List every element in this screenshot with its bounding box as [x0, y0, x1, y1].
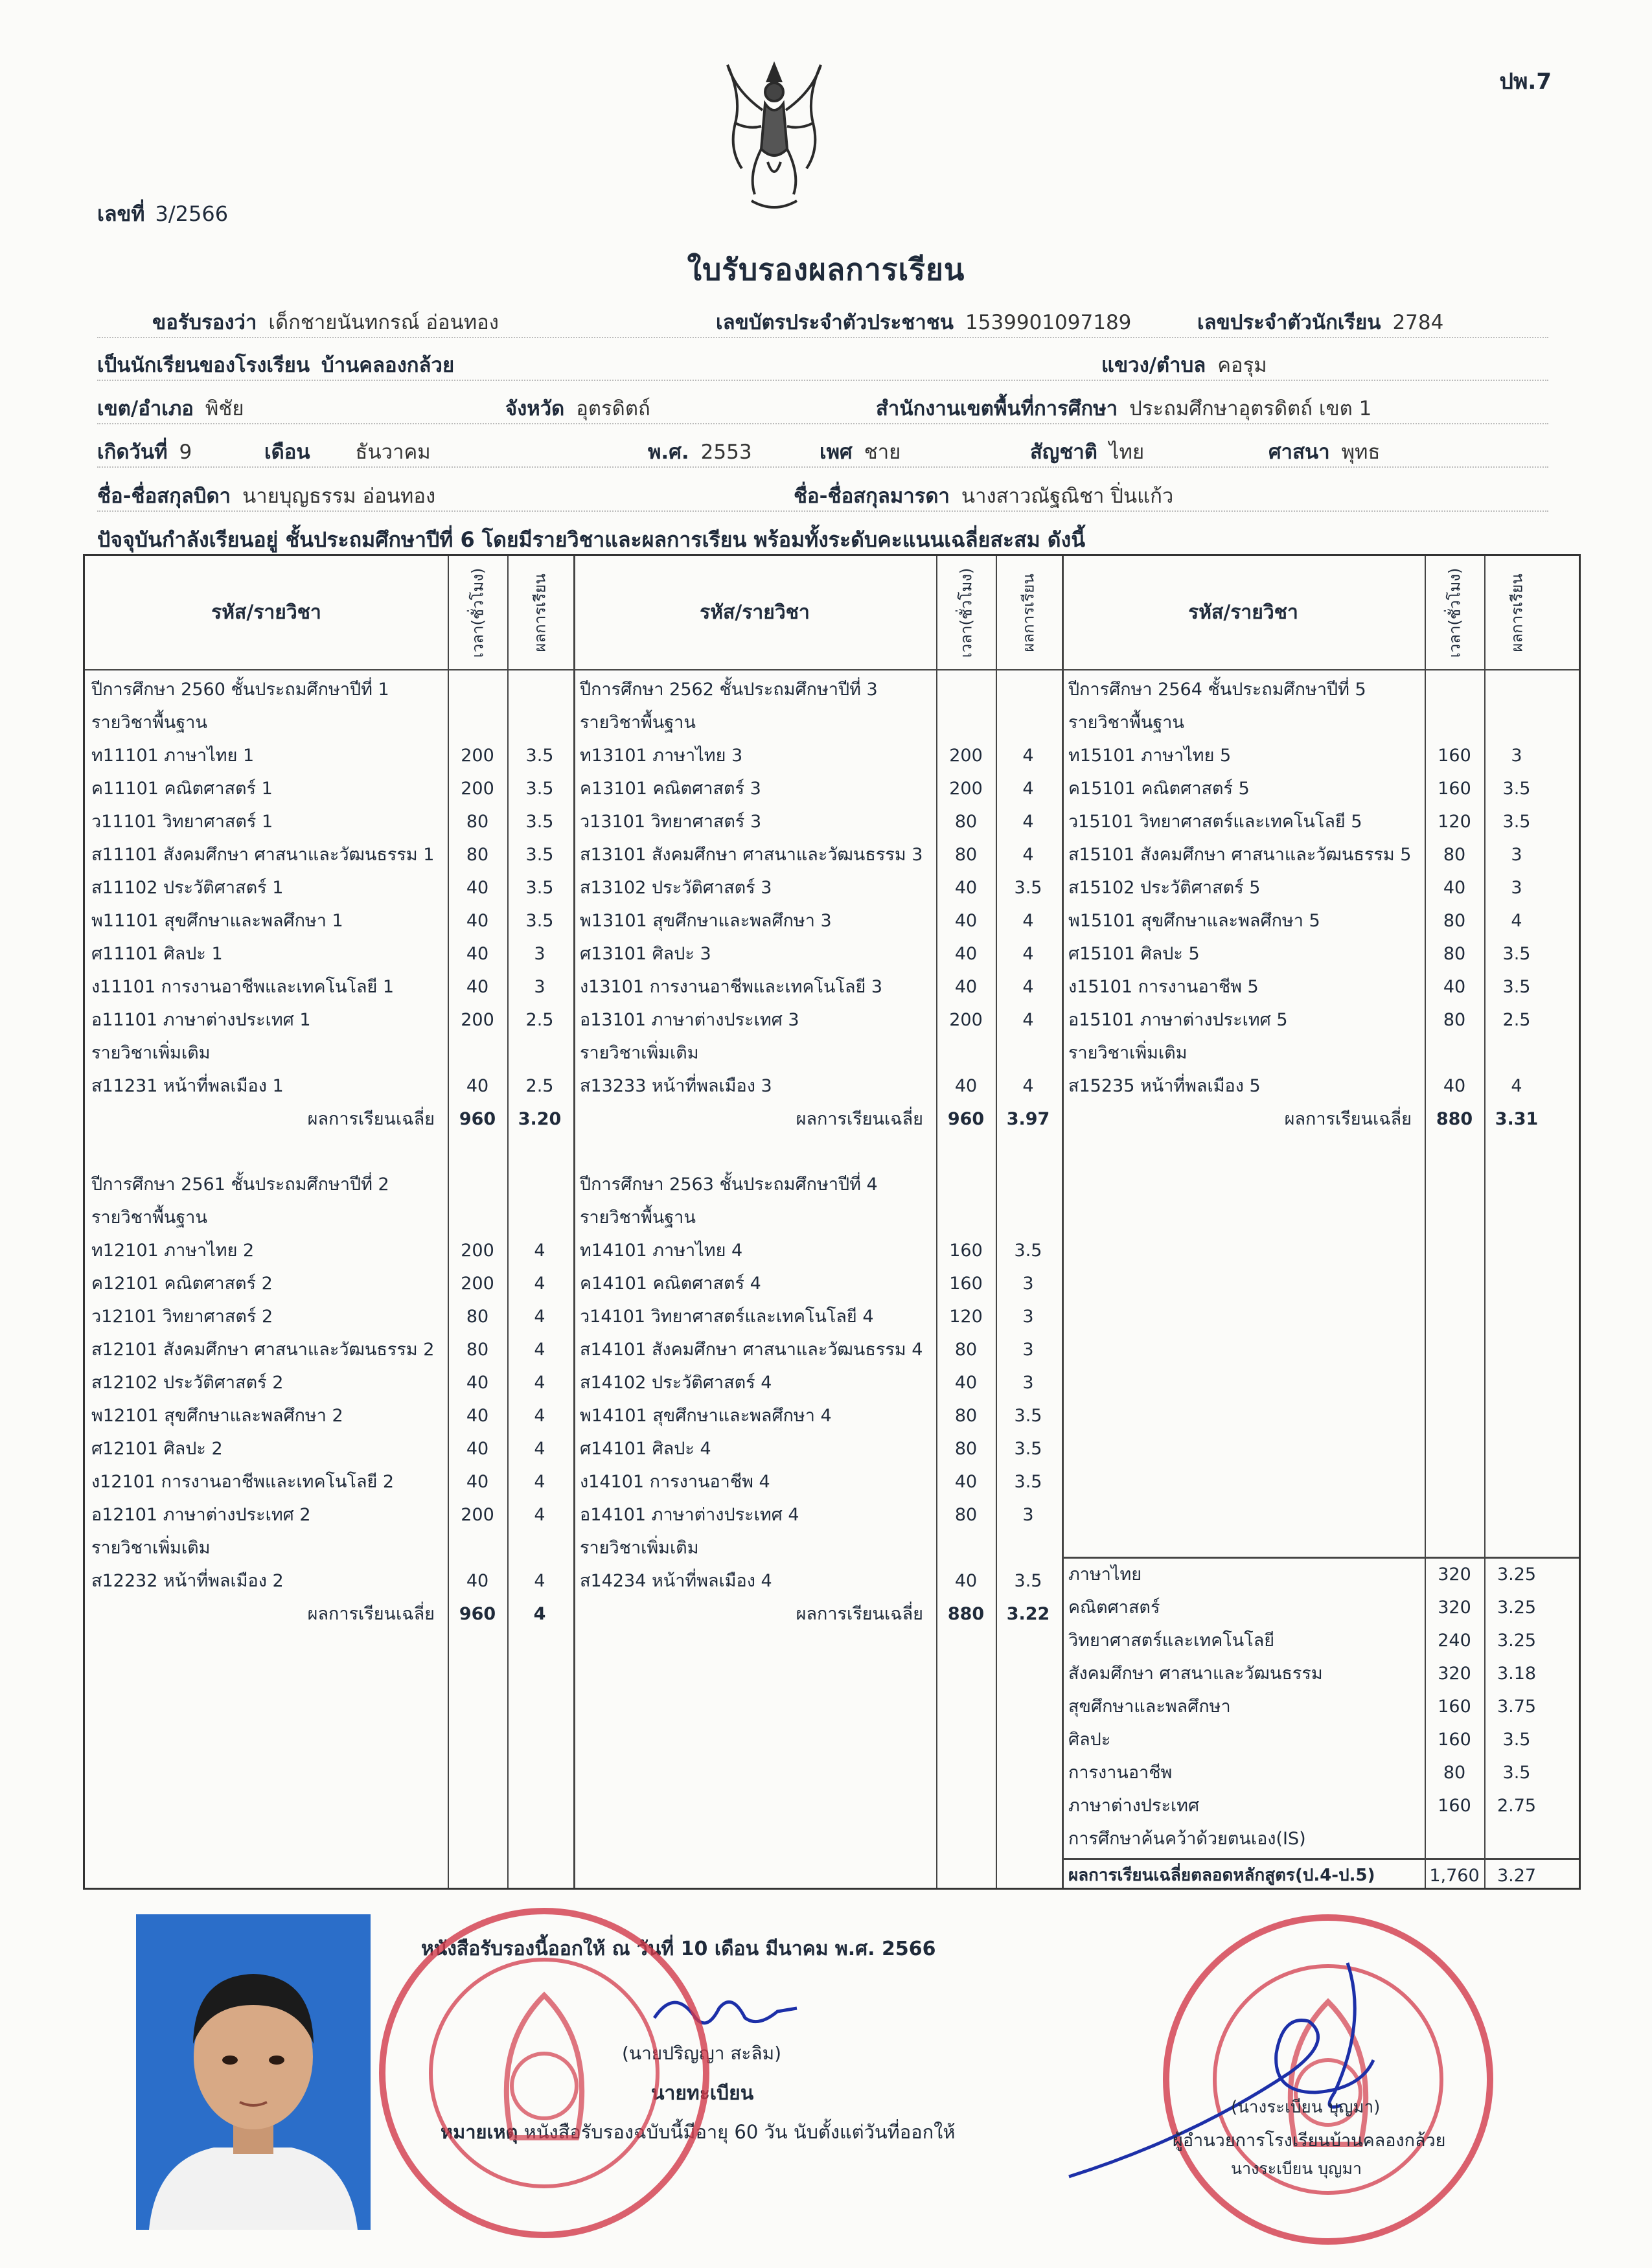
section-label: รายวิชาเพิ่มเติม — [1068, 1043, 1187, 1063]
divider — [97, 337, 1548, 338]
summary-grade: 3.18 — [1497, 1664, 1537, 1684]
religion: พุทธ — [1341, 441, 1381, 464]
subject-grade: 3.5 — [1014, 1571, 1042, 1591]
subject-hours: 40 — [954, 944, 978, 964]
doc-no-value: 3/2566 — [155, 201, 229, 226]
subject-hours: 40 — [466, 1076, 489, 1096]
subject-hours: 40 — [954, 1373, 978, 1393]
subject-hours: 40 — [466, 1571, 489, 1591]
subject-grade: 4 — [1022, 845, 1034, 865]
hours-header-text: เวลา(ชั่วโมง) — [1445, 567, 1464, 658]
subject-name: พ11101 สุขศึกษาและพลศึกษา 1 — [91, 911, 343, 931]
column-separator — [573, 556, 575, 1888]
subject-hours: 40 — [1443, 977, 1466, 997]
year-title: ปีการศึกษา 2564 ชั้นประถมศึกษาปีที่ 5 — [1068, 680, 1366, 700]
mother-label: ชื่อ-ชื่อสกุลมารดา — [794, 485, 950, 508]
subject-grade: 3.5 — [1014, 878, 1042, 898]
subject-grade: 4 — [534, 1472, 545, 1492]
subject-hours: 200 — [949, 779, 983, 799]
section-label: รายวิชาพื้นฐาน — [580, 713, 696, 733]
subject-name: ง13101 การงานอาชีพและเทคโนโลยี 3 — [580, 977, 883, 997]
subject-name: ค12101 คณิตศาสตร์ 2 — [91, 1274, 273, 1294]
subject-name: ส13233 หน้าที่พลเมือง 3 — [580, 1076, 772, 1096]
subject-grade: 4 — [534, 1241, 545, 1261]
subject-hours: 40 — [954, 878, 978, 898]
subject-grade: 4 — [1511, 1076, 1522, 1096]
summary-subject: การงานอาชีพ — [1068, 1763, 1173, 1783]
subject-grade: 4 — [1022, 812, 1034, 832]
subject-name: ท11101 ภาษาไทย 1 — [91, 746, 255, 766]
area-row — [876, 392, 1371, 424]
grade-table — [83, 554, 1581, 1890]
subject-hours: 80 — [466, 845, 489, 865]
subject-grade: 2.5 — [525, 1010, 554, 1030]
page-title: ใบรับรองผลการเรียน — [687, 252, 965, 287]
average-label: ผลการเรียนเฉลี่ย — [796, 1109, 923, 1129]
subject-grade: 3 — [1022, 1505, 1034, 1525]
student-no: 2784 — [1392, 311, 1444, 334]
sex-label: เพศ — [820, 441, 853, 464]
average-hours: 960 — [459, 1109, 496, 1129]
subject-name: ส15101 สังคมศึกษา ศาสนาและวัฒนธรรม 5 — [1068, 845, 1412, 865]
summary-subject: การศึกษาค้นคว้าด้วยตนเอง(IS) — [1068, 1829, 1306, 1849]
summary-hours: 320 — [1438, 1664, 1471, 1684]
subject-grade: 3 — [1022, 1373, 1034, 1393]
intro-statement: ปัจจุบันกำลังเรียนอยู่ ชั้นประถมศึกษาปีที่ 6 โดยมีรายวิชาและผลการเรียน พร้อมทั้งระดับคะแนนเฉลี่ยสะสม ดังนี้ — [97, 527, 1086, 552]
birth-year-label: พ.ศ. — [648, 441, 689, 464]
divider — [97, 423, 1548, 424]
subject-name: อ15101 ภาษาต่างประเทศ 5 — [1068, 1010, 1288, 1030]
subject-hours: 160 — [949, 1274, 983, 1294]
average-hours: 960 — [947, 1109, 985, 1129]
hours-header — [953, 562, 979, 663]
subject-grade: 3.5 — [1014, 1406, 1042, 1426]
average-grade: 3.20 — [518, 1109, 562, 1129]
province-row — [505, 392, 650, 424]
subject-grade: 4 — [534, 1505, 545, 1525]
section-label: รายวิชาพื้นฐาน — [1068, 713, 1184, 733]
birth-month-label: เดือน — [264, 441, 310, 464]
registrar-position: นายทะเบียน — [651, 2082, 754, 2105]
student-name: เด็กชายนันทกรณ์ อ่อนทอง — [268, 311, 499, 334]
area: ประถมศึกษาอุตรดิตถ์ เขต 1 — [1129, 397, 1372, 420]
subject-grade: 4 — [1511, 911, 1522, 931]
subject-name: พ15101 สุขศึกษาและพลศึกษา 5 — [1068, 911, 1320, 931]
subject-grade: 4 — [534, 1373, 545, 1393]
birth-year-row — [648, 435, 752, 468]
subject-name: ส12101 สังคมศึกษา ศาสนาและวัฒนธรรม 2 — [91, 1340, 435, 1360]
subject-grade: 3.5 — [1502, 977, 1531, 997]
subject-hours: 40 — [954, 911, 978, 931]
summary-hours — [1425, 1822, 1484, 1855]
summary-grade: 3.25 — [1497, 1598, 1537, 1618]
year-title: ปีการศึกษา 2562 ชั้นประถมศึกษาปีที่ 3 — [580, 680, 878, 700]
subject-name: พ13101 สุขศึกษาและพลศึกษา 3 — [580, 911, 832, 931]
father-label: ชื่อ-ชื่อสกุลบิดา — [97, 485, 231, 508]
subject-grade: 4 — [534, 1274, 545, 1294]
grade-header — [1015, 562, 1041, 663]
subject-hours: 80 — [954, 1505, 978, 1525]
subject-name: ว12101 วิทยาศาสตร์ 2 — [91, 1307, 273, 1327]
form-code: ปพ.7 — [1499, 69, 1552, 95]
subject-grade: 3.5 — [1502, 779, 1531, 799]
district-row — [97, 392, 244, 424]
subject-grade: 2.5 — [1502, 1010, 1531, 1030]
average-hours: 960 — [459, 1604, 496, 1624]
subject-hours: 40 — [466, 944, 489, 964]
subject-hours: 80 — [954, 1439, 978, 1459]
subject-name: ส12232 หน้าที่พลเมือง 2 — [91, 1571, 284, 1591]
subject-name: ส11231 หน้าที่พลเมือง 1 — [91, 1076, 284, 1096]
subject-hours: 40 — [466, 1472, 489, 1492]
subject-grade: 4 — [1022, 746, 1034, 766]
subject-hours: 40 — [954, 1571, 978, 1591]
subject-grade: 3.5 — [1502, 944, 1531, 964]
subject-name: ศ12101 ศิลปะ 2 — [91, 1439, 223, 1459]
father-row — [97, 479, 435, 512]
subject-name: ส12102 ประวัติศาสตร์ 2 — [91, 1373, 284, 1393]
average-label: ผลการเรียนเฉลี่ย — [1284, 1109, 1412, 1129]
summary-subject: ภาษาต่างประเทศ — [1068, 1796, 1200, 1816]
student-photo — [136, 1914, 371, 2230]
summary-grade: 2.75 — [1497, 1796, 1537, 1816]
subject-hours: 80 — [954, 845, 978, 865]
subject-hours: 40 — [1443, 878, 1466, 898]
director-position: ผู้อำนวยการโรงเรียนบ้านคลองกล้วย — [1173, 2131, 1446, 2151]
subdistrict-row — [1101, 349, 1267, 381]
subject-name: ส14101 สังคมศึกษา ศาสนาและวัฒนธรรม 4 — [580, 1340, 923, 1360]
subject-name: ง12101 การงานอาชีพและเทคโนโลยี 2 — [91, 1472, 395, 1492]
subject-grade: 4 — [1022, 779, 1034, 799]
summary-subject: คณิตศาสตร์ — [1068, 1598, 1160, 1618]
subject-hours: 200 — [461, 1241, 494, 1261]
subdistrict: คอรุม — [1217, 354, 1267, 377]
subject-grade: 3 — [1511, 746, 1522, 766]
religion-label: ศาสนา — [1268, 441, 1330, 464]
district: พิชัย — [205, 397, 244, 420]
summary-hours: 160 — [1438, 1796, 1471, 1816]
average-label: ผลการเรียนเฉลี่ย — [307, 1109, 435, 1129]
id-card-number: 1539901097189 — [965, 311, 1132, 334]
subject-hours: 40 — [466, 1373, 489, 1393]
section-label: รายวิชาเพิ่มเติม — [580, 1538, 699, 1558]
subject-name: ง11101 การงานอาชีพและเทคโนโลยี 1 — [91, 977, 395, 997]
birth-month: ธันวาคม — [355, 441, 431, 464]
subject-grade: 3 — [1022, 1340, 1034, 1360]
id-card-label: เลขบัตรประจำตัวประชาชน — [716, 311, 954, 334]
subject-name: ส11102 ประวัติศาสตร์ 1 — [91, 878, 284, 898]
subject-hours: 120 — [949, 1307, 983, 1327]
subject-name: ศ13101 ศิลปะ 3 — [580, 944, 711, 964]
issue-statement: หนังสือรับรองนี้ออกให้ ณ วันที่ 10 เดือน มีนาคม พ.ศ. 2566 — [421, 1938, 936, 1960]
certify-row — [152, 306, 499, 338]
hours-header — [1441, 562, 1467, 663]
subject-grade: 4 — [534, 1307, 545, 1327]
school-row — [97, 349, 466, 381]
summary-hours: 80 — [1443, 1763, 1466, 1783]
hours-header — [465, 562, 490, 663]
subject-name: ส11101 สังคมศึกษา ศาสนาและวัฒนธรรม 1 — [91, 845, 435, 865]
divider — [97, 380, 1548, 381]
grade-header-text: ผลการเรียน — [531, 573, 549, 652]
subject-name: ส15102 ประวัติศาสตร์ 5 — [1068, 878, 1261, 898]
subdistrict-label: แขวง/ตำบล — [1101, 354, 1206, 377]
garuda-emblem — [722, 52, 826, 214]
birth-day-label: เกิดวันที่ — [97, 441, 168, 464]
subject-hours: 80 — [1443, 845, 1466, 865]
subject-hours: 80 — [1443, 911, 1466, 931]
subject-hours: 200 — [461, 1274, 494, 1294]
summary-hours: 160 — [1438, 1730, 1471, 1750]
birth-year: 2553 — [700, 441, 752, 464]
subject-name: ศ14101 ศิลปะ 4 — [580, 1439, 711, 1459]
subject-name: ค11101 คณิตศาสตร์ 1 — [91, 779, 273, 799]
subject-hours: 80 — [466, 812, 489, 832]
summary-subject: ภาษาไทย — [1068, 1564, 1142, 1585]
birth-month-row — [264, 435, 431, 468]
summary-hours: 160 — [1438, 1697, 1471, 1717]
grade-header-text: ผลการเรียน — [1508, 573, 1526, 652]
grade-header — [527, 562, 553, 663]
subject-name: ว11101 วิทยาศาสตร์ 1 — [91, 812, 273, 832]
divider — [97, 510, 1548, 512]
subject-grade: 3.5 — [1014, 1472, 1042, 1492]
subject-grade: 3.5 — [1502, 812, 1531, 832]
average-grade: 4 — [533, 1604, 546, 1624]
summary-grade: 3.25 — [1497, 1564, 1537, 1585]
subject-grade: 3.5 — [525, 911, 554, 931]
subject-name: ท15101 ภาษาไทย 5 — [1068, 746, 1232, 766]
subject-name: ท12101 ภาษาไทย 2 — [91, 1241, 255, 1261]
subject-grade: 3.5 — [1014, 1439, 1042, 1459]
hours-header-text: เวลา(ชั่วโมง) — [468, 567, 487, 658]
subject-grade: 4 — [1022, 1076, 1034, 1096]
average-hours: 880 — [1436, 1109, 1473, 1129]
subject-hours: 200 — [461, 1505, 494, 1525]
subject-name: ค14101 คณิตศาสตร์ 4 — [580, 1274, 761, 1294]
subject-grade: 4 — [534, 1439, 545, 1459]
subject-hours: 80 — [1443, 1010, 1466, 1030]
subject-name: ค15101 คณิตศาสตร์ 5 — [1068, 779, 1250, 799]
document-number — [97, 198, 228, 231]
subject-grade: 4 — [534, 1340, 545, 1360]
sex: ชาย — [864, 441, 901, 464]
summary-subject: สุขศึกษาและพลศึกษา — [1068, 1697, 1231, 1717]
subject-grade: 3 — [1511, 878, 1522, 898]
certify-label: ขอรับรองว่า — [152, 311, 257, 334]
school-seal-stamp-left — [363, 1892, 726, 2254]
subject-grade: 3 — [534, 944, 545, 964]
subject-name: ท13101 ภาษาไทย 3 — [580, 746, 743, 766]
section-label: รายวิชาเพิ่มเติม — [91, 1043, 211, 1063]
subject-name: พ14101 สุขศึกษาและพลศึกษา 4 — [580, 1406, 832, 1426]
student-no-label: เลขประจำตัวนักเรียน — [1197, 311, 1381, 334]
overall-hours: 1,760 — [1429, 1866, 1480, 1886]
subject-name: พ12101 สุขศึกษาและพลศึกษา 2 — [91, 1406, 343, 1426]
nationality-label: สัญชาติ — [1030, 441, 1097, 464]
subject-grade: 4 — [1022, 1010, 1034, 1030]
average-label: ผลการเรียนเฉลี่ย — [796, 1604, 923, 1624]
average-grade: 3.97 — [1006, 1109, 1050, 1129]
section-label: รายวิชาเพิ่มเติม — [91, 1538, 211, 1558]
subject-hours: 40 — [466, 1439, 489, 1459]
subject-grade: 3 — [534, 977, 545, 997]
subject-grade: 3.5 — [525, 812, 554, 832]
subject-grade: 4 — [1022, 977, 1034, 997]
summary-hours: 240 — [1438, 1631, 1471, 1651]
subject-name: อ13101 ภาษาต่างประเทศ 3 — [580, 1010, 799, 1030]
father-name: นายบุญธรรม อ่อนทอง — [242, 485, 436, 508]
nationality-row — [1030, 435, 1144, 468]
subject-name: ส14102 ประวัติศาสตร์ 4 — [580, 1373, 772, 1393]
subject-hours: 40 — [466, 1406, 489, 1426]
sex-row — [820, 435, 901, 468]
subject-hours: 80 — [1443, 944, 1466, 964]
subject-name: อ14101 ภาษาต่างประเทศ 4 — [580, 1505, 799, 1525]
subject-grade: 3.5 — [525, 779, 554, 799]
year-title: ปีการศึกษา 2560 ชั้นประถมศึกษาปีที่ 1 — [91, 680, 389, 700]
subject-hours: 40 — [954, 977, 978, 997]
subject-name: ง15101 การงานอาชีพ 5 — [1068, 977, 1259, 997]
average-grade: 3.22 — [1006, 1604, 1050, 1624]
province-label: จังหวัด — [505, 397, 565, 420]
year-title: ปีการศึกษา 2561 ชั้นประถมศึกษาปีที่ 2 — [91, 1174, 389, 1195]
average-label: ผลการเรียนเฉลี่ย — [307, 1604, 435, 1624]
grade-header-text: ผลการเรียน — [1019, 573, 1038, 652]
section-label: รายวิชาพื้นฐาน — [91, 713, 207, 733]
subject-hours: 80 — [954, 1406, 978, 1426]
area-label: สำนักงานเขตพื้นที่การศึกษา — [876, 397, 1118, 420]
summary-subject: ศิลปะ — [1068, 1730, 1111, 1750]
subject-name: ศ15101 ศิลปะ 5 — [1068, 944, 1200, 964]
subject-hours: 40 — [466, 911, 489, 931]
district-label: เขต/อำเภอ — [97, 397, 194, 420]
header-divider — [85, 669, 1579, 670]
summary-grade — [1484, 1822, 1549, 1855]
subject-name: ส15235 หน้าที่พลเมือง 5 — [1068, 1076, 1261, 1096]
director-position-2: นางระเบียน บุญมา — [1231, 2159, 1362, 2178]
subject-name: ง14101 การงานอาชีพ 4 — [580, 1472, 770, 1492]
subject-hours: 80 — [954, 1340, 978, 1360]
subject-hours: 80 — [466, 1340, 489, 1360]
subject-grade: 3.5 — [525, 878, 554, 898]
doc-no-label: เลขที่ — [97, 201, 145, 226]
note-label: หมายเหตุ — [441, 2121, 518, 2143]
subject-grade: 4 — [534, 1406, 545, 1426]
overall-average-label: ผลการเรียนเฉลี่ยตลอดหลักสูตร(ป.4-ป.5) — [1068, 1866, 1375, 1885]
subject-grade: 2.5 — [525, 1076, 554, 1096]
summary-hours: 320 — [1438, 1598, 1471, 1618]
section-label: รายวิชาพื้นฐาน — [91, 1208, 207, 1228]
subject-grade: 3.5 — [525, 746, 554, 766]
subject-header: รหัส/รายวิชา — [700, 601, 810, 624]
subject-hours: 80 — [466, 1307, 489, 1327]
subject-name: ค13101 คณิตศาสตร์ 3 — [580, 779, 761, 799]
mother-name: นางสาวณัฐณิชา ปิ่นแก้ว — [961, 485, 1174, 508]
subject-name: ศ11101 ศิลปะ 1 — [91, 944, 223, 964]
subject-name: อ12101 ภาษาต่างประเทศ 2 — [91, 1505, 311, 1525]
subject-hours: 40 — [466, 878, 489, 898]
summary-grade: 3.75 — [1497, 1697, 1537, 1717]
section-label: รายวิชาพื้นฐาน — [580, 1208, 696, 1228]
subject-grade: 4 — [1022, 911, 1034, 931]
nationality: ไทย — [1108, 441, 1145, 464]
subject-hours: 200 — [949, 746, 983, 766]
summary-subject: วิทยาศาสตร์และเทคโนโลยี — [1068, 1631, 1275, 1651]
subject-grade: 4 — [534, 1571, 545, 1591]
subject-grade: 3 — [1022, 1307, 1034, 1327]
birth-day: 9 — [179, 441, 192, 464]
province: อุตรดิตถ์ — [576, 397, 650, 420]
subject-hours: 200 — [461, 746, 494, 766]
subject-hours: 200 — [461, 779, 494, 799]
subject-hours: 40 — [1443, 1076, 1466, 1096]
summary-grade: 3.5 — [1502, 1730, 1531, 1750]
subject-name: ส13101 สังคมศึกษา ศาสนาและวัฒนธรรม 3 — [580, 845, 923, 865]
school-label: เป็นนักเรียนของโรงเรียน — [97, 354, 310, 377]
subject-hours: 200 — [461, 1010, 494, 1030]
column-separator — [1062, 556, 1064, 1888]
subject-name: ว14101 วิทยาศาสตร์และเทคโนโลยี 4 — [580, 1307, 874, 1327]
summary-subject: สังคมศึกษา ศาสนาและวัฒนธรรม — [1068, 1664, 1323, 1684]
subject-hours: 160 — [949, 1241, 983, 1261]
summary-grade: 3.5 — [1502, 1763, 1531, 1783]
religion-row — [1268, 435, 1380, 468]
subject-hours: 120 — [1438, 812, 1471, 832]
subject-name: อ11101 ภาษาต่างประเทศ 1 — [91, 1010, 311, 1030]
subject-name: ว15101 วิทยาศาสตร์และเทคโนโลยี 5 — [1068, 812, 1362, 832]
subject-hours: 40 — [954, 1076, 978, 1096]
subject-grade: 3 — [1022, 1274, 1034, 1294]
year-title: ปีการศึกษา 2563 ชั้นประถมศึกษาปีที่ 4 — [580, 1174, 878, 1195]
subject-grade: 4 — [1022, 944, 1034, 964]
mother-row — [794, 479, 1173, 512]
school-name: บ้านคลองกล้วย — [321, 354, 455, 377]
subject-hours: 160 — [1438, 746, 1471, 766]
subject-name: ส14234 หน้าที่พลเมือง 4 — [580, 1571, 772, 1591]
subject-name: ส13102 ประวัติศาสตร์ 3 — [580, 878, 772, 898]
subject-grade: 3 — [1511, 845, 1522, 865]
average-hours: 880 — [947, 1604, 985, 1624]
subject-grade: 3.5 — [525, 845, 554, 865]
subject-hours: 40 — [466, 977, 489, 997]
subject-header: รหัส/รายวิชา — [211, 601, 321, 624]
divider — [97, 466, 1548, 468]
subject-header: รหัส/รายวิชา — [1188, 601, 1298, 624]
summary-hours: 320 — [1438, 1564, 1471, 1585]
subject-name: ว13101 วิทยาศาสตร์ 3 — [580, 812, 762, 832]
subject-grade: 3.5 — [1014, 1241, 1042, 1261]
subject-hours: 160 — [1438, 779, 1471, 799]
subject-hours: 200 — [949, 1010, 983, 1030]
note-text: หนังสือรับรองฉบับนี้มีอายุ 60 วัน นับตั้งแต่วันที่ออกให้ — [523, 2121, 956, 2143]
director-name: (นางระเบียน บุญมา) — [1231, 2098, 1381, 2117]
registrar-name: (นายปริญญา สะลิม) — [622, 2043, 782, 2064]
overall-grade: 3.27 — [1497, 1866, 1537, 1886]
id-card-row — [716, 306, 1131, 338]
grade-header — [1504, 562, 1530, 663]
average-grade: 3.31 — [1495, 1109, 1539, 1129]
subject-hours: 80 — [954, 812, 978, 832]
summary-grade: 3.25 — [1497, 1631, 1537, 1651]
subject-hours: 40 — [954, 1472, 978, 1492]
section-label: รายวิชาเพิ่มเติม — [580, 1043, 699, 1063]
hours-header-text: เวลา(ชั่วโมง) — [957, 567, 976, 658]
subject-name: ท14101 ภาษาไทย 4 — [580, 1241, 743, 1261]
birth-day-row — [97, 435, 192, 468]
student-no-row — [1197, 306, 1443, 338]
